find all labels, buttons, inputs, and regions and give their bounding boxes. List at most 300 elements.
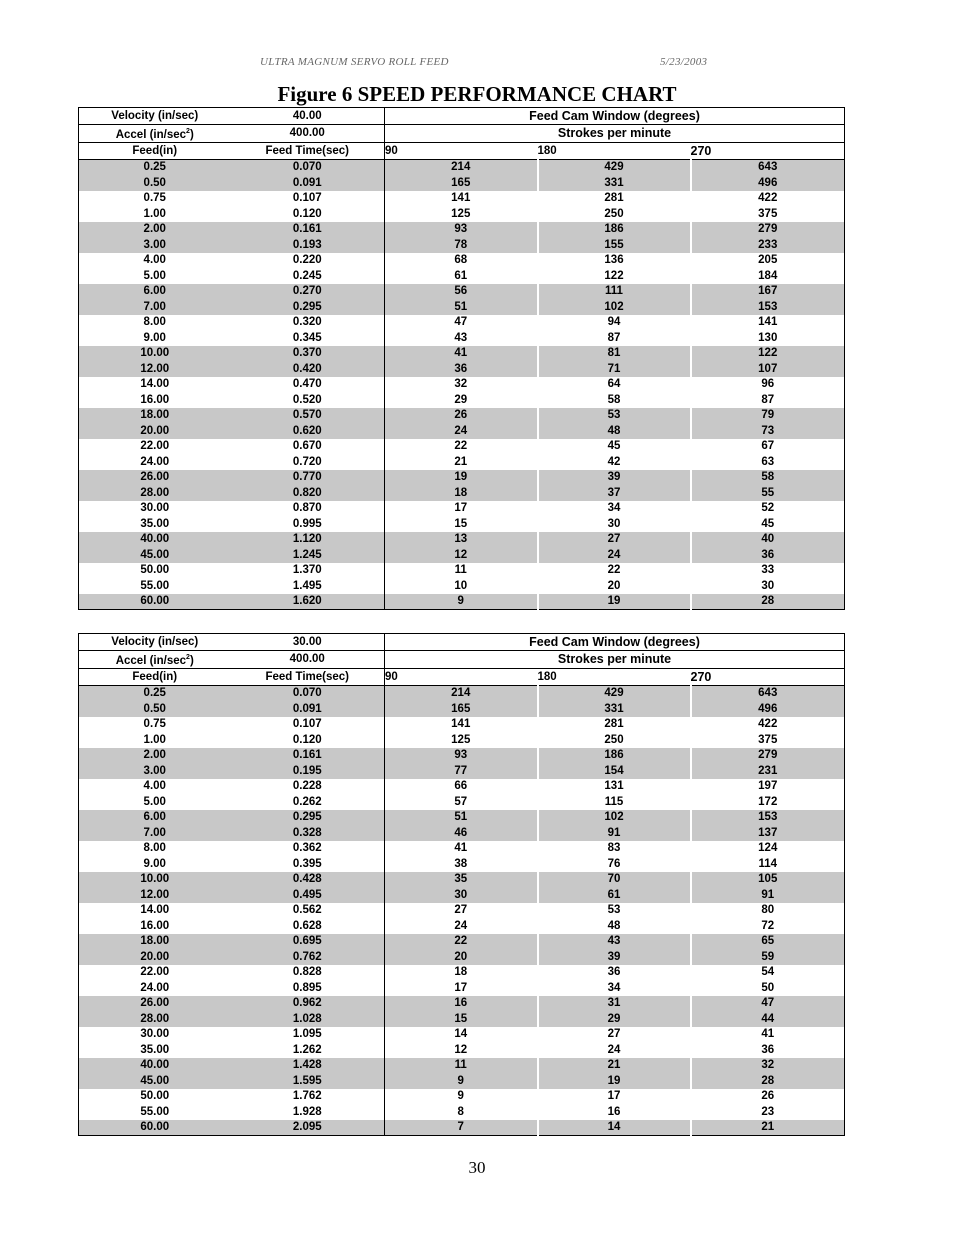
feed-cell: 0.50	[79, 175, 231, 191]
spm-180-cell: 31	[538, 996, 691, 1012]
spm-90-cell: 15	[385, 1011, 538, 1027]
spm-90-cell: 93	[385, 222, 538, 238]
table-row	[79, 1120, 845, 1136]
spm-180-cell: 19	[538, 1073, 691, 1089]
spm-90-cell: 57	[385, 794, 538, 810]
spm-180-cell: 37	[538, 485, 691, 501]
feed-cell: 24.00	[79, 980, 231, 996]
spm-180-cell: 131	[538, 779, 691, 795]
spm-90-cell: 14	[385, 1027, 538, 1043]
spm-90-cell: 56	[385, 284, 538, 300]
table-row	[79, 1104, 845, 1120]
feed-time-cell: 1.928	[231, 1104, 385, 1120]
feed-time-cell: 0.395	[231, 856, 385, 872]
spm-180-cell: 71	[538, 361, 691, 377]
feed-time-cell: 0.370	[231, 346, 385, 362]
feed-cell: 0.25	[79, 159, 231, 175]
feed-cell: 7.00	[79, 825, 231, 841]
feed-time-cell: 0.262	[231, 794, 385, 810]
velocity-value: 30.00	[231, 634, 385, 651]
table-row	[79, 392, 845, 408]
feed-time-cell: 0.870	[231, 501, 385, 517]
feed-cell: 10.00	[79, 872, 231, 888]
spm-90-cell: 125	[385, 732, 538, 748]
spm-180-cell: 24	[538, 547, 691, 563]
feed-time-cell: 0.770	[231, 470, 385, 486]
feed-cell: 26.00	[79, 470, 231, 486]
spm-180-cell: 34	[538, 980, 691, 996]
feed-time-cell: 1.762	[231, 1089, 385, 1105]
spm-90-cell: 24	[385, 918, 538, 934]
feed-time-cell: 0.091	[231, 701, 385, 717]
velocity-value: 40.00	[231, 108, 385, 125]
spm-90-cell: 21	[385, 454, 538, 470]
spm-270-cell: 141	[691, 315, 845, 331]
feed-time-cell: 0.620	[231, 423, 385, 439]
spm-180-cell: 43	[538, 934, 691, 950]
spm-270-cell: 54	[691, 965, 845, 981]
spm-90-cell: 16	[385, 996, 538, 1012]
feed-time-column-header: Feed Time(sec)	[231, 142, 385, 159]
spm-90-cell: 18	[385, 485, 538, 501]
accel-label: Accel $(in/\sec^2)$	[79, 650, 231, 668]
feed-time-cell: 0.070	[231, 685, 385, 701]
table-row	[79, 1027, 845, 1043]
cam-window-label: Feed Cam Window (degrees)	[385, 634, 845, 651]
spm-270-cell: 96	[691, 377, 845, 393]
table-row	[79, 284, 845, 300]
spm-90-cell: 11	[385, 563, 538, 579]
spm-270-cell: 643	[691, 685, 845, 701]
table-row	[79, 594, 845, 610]
feed-cell: 10.00	[79, 346, 231, 362]
feed-time-cell: 0.962	[231, 996, 385, 1012]
spm-270-cell: 279	[691, 222, 845, 238]
table-row	[79, 206, 845, 222]
spm-90-cell: 26	[385, 408, 538, 424]
angle-270-header: 270	[691, 668, 845, 685]
feed-time-cell: 0.428	[231, 872, 385, 888]
table-row	[79, 732, 845, 748]
table-row	[79, 408, 845, 424]
angle-90-header: 90	[385, 142, 538, 159]
spm-180-cell: 27	[538, 1027, 691, 1043]
spm-90-cell: 15	[385, 516, 538, 532]
feed-time-cell: 0.720	[231, 454, 385, 470]
table-row	[79, 763, 845, 779]
performance-table	[78, 633, 845, 1136]
table-row	[79, 1089, 845, 1105]
feed-column-header: Feed(in)	[79, 668, 231, 685]
spm-270-cell: 58	[691, 470, 845, 486]
spm-90-cell: 20	[385, 949, 538, 965]
spm-90-cell: 12	[385, 547, 538, 563]
spm-180-cell: 122	[538, 268, 691, 284]
table-row	[79, 980, 845, 996]
feed-cell: 9.00	[79, 856, 231, 872]
spm-270-cell: 23	[691, 1104, 845, 1120]
spm-180-cell: 331	[538, 701, 691, 717]
table-row	[79, 222, 845, 238]
spm-90-cell: 214	[385, 159, 538, 175]
table-row	[79, 578, 845, 594]
spm-90-cell: 29	[385, 392, 538, 408]
spm-180-cell: 186	[538, 222, 691, 238]
feed-time-cell: 1.245	[231, 547, 385, 563]
spm-270-cell: 279	[691, 748, 845, 764]
feed-cell: 22.00	[79, 439, 231, 455]
feed-cell: 16.00	[79, 392, 231, 408]
table-row	[79, 361, 845, 377]
performance-table	[78, 107, 845, 610]
table-row	[79, 268, 845, 284]
table-row	[79, 794, 845, 810]
spm-90-cell: 13	[385, 532, 538, 548]
spm-90-cell: 24	[385, 423, 538, 439]
spm-90-cell: 43	[385, 330, 538, 346]
spm-180-cell: 250	[538, 206, 691, 222]
spm-90-cell: 36	[385, 361, 538, 377]
spm-270-cell: 55	[691, 485, 845, 501]
feed-cell: 40.00	[79, 532, 231, 548]
feed-cell: 55.00	[79, 578, 231, 594]
feed-cell: 1.00	[79, 732, 231, 748]
velocity-label: Velocity (in/sec)	[79, 634, 231, 651]
feed-cell: 6.00	[79, 810, 231, 826]
spm-90-cell: 141	[385, 717, 538, 733]
spm-180-cell: 16	[538, 1104, 691, 1120]
feed-cell: 0.75	[79, 717, 231, 733]
table-row	[79, 423, 845, 439]
spm-90-cell: 46	[385, 825, 538, 841]
spm-90-cell: 10	[385, 578, 538, 594]
feed-cell: 16.00	[79, 918, 231, 934]
spm-270-cell: 47	[691, 996, 845, 1012]
spm-180-cell: 136	[538, 253, 691, 269]
spm-180-cell: 102	[538, 299, 691, 315]
feed-cell: 9.00	[79, 330, 231, 346]
spm-180-cell: 17	[538, 1089, 691, 1105]
spm-270-cell: 32	[691, 1058, 845, 1074]
spm-180-cell: 48	[538, 918, 691, 934]
spm-180-cell: 53	[538, 903, 691, 919]
feed-cell: 14.00	[79, 903, 231, 919]
table-row	[79, 191, 845, 207]
angle-90-header: 90	[385, 668, 538, 685]
feed-cell: 26.00	[79, 996, 231, 1012]
spm-270-cell: 79	[691, 408, 845, 424]
spm-270-cell: 496	[691, 701, 845, 717]
feed-cell: 22.00	[79, 965, 231, 981]
feed-time-cell: 0.562	[231, 903, 385, 919]
spm-90-cell: 19	[385, 470, 538, 486]
table-row	[79, 1042, 845, 1058]
spm-90-cell: 93	[385, 748, 538, 764]
feed-time-cell: 0.070	[231, 159, 385, 175]
feed-cell: 3.00	[79, 763, 231, 779]
spm-270-cell: 65	[691, 934, 845, 950]
spm-180-cell: 20	[538, 578, 691, 594]
feed-time-cell: 0.270	[231, 284, 385, 300]
spm-270-cell: 21	[691, 1120, 845, 1136]
feed-cell: 20.00	[79, 949, 231, 965]
table-row	[79, 934, 845, 950]
spm-270-cell: 36	[691, 547, 845, 563]
feed-time-cell: 0.320	[231, 315, 385, 331]
feed-cell: 30.00	[79, 501, 231, 517]
table-row	[79, 748, 845, 764]
feed-time-cell: 0.195	[231, 763, 385, 779]
angle-180-header: 180	[538, 142, 691, 159]
spm-270-cell: 72	[691, 918, 845, 934]
feed-time-cell: 0.228	[231, 779, 385, 795]
document-header-title: ULTRA MAGNUM SERVO ROLL FEED	[260, 56, 449, 68]
feed-time-cell: 0.820	[231, 485, 385, 501]
feed-time-cell: 0.295	[231, 810, 385, 826]
table-row	[79, 377, 845, 393]
spm-90-cell: 61	[385, 268, 538, 284]
spm-180-cell: 48	[538, 423, 691, 439]
spm-270-cell: 67	[691, 439, 845, 455]
spm-180-cell: 42	[538, 454, 691, 470]
accel-label: Accel $(in/\sec^2)$	[79, 124, 231, 142]
spm-180-cell: 24	[538, 1042, 691, 1058]
feed-cell: 45.00	[79, 1073, 231, 1089]
figure-title: Figure 6 SPEED PERFORMANCE CHART	[277, 82, 677, 106]
feed-cell: 20.00	[79, 423, 231, 439]
feed-time-cell: 0.295	[231, 299, 385, 315]
feed-column-header: Feed(in)	[79, 142, 231, 159]
angle-270-header: 270	[691, 142, 845, 159]
spm-90-cell: 9	[385, 1073, 538, 1089]
spm-180-cell: 14	[538, 1120, 691, 1136]
spm-180-cell: 34	[538, 501, 691, 517]
feed-cell: 28.00	[79, 485, 231, 501]
spm-270-cell: 422	[691, 717, 845, 733]
feed-time-cell: 0.495	[231, 887, 385, 903]
table-row	[79, 454, 845, 470]
spm-180-cell: 250	[538, 732, 691, 748]
spm-270-cell: 643	[691, 159, 845, 175]
accel-value: 400.00	[231, 650, 385, 668]
spm-90-cell: 22	[385, 439, 538, 455]
spm-180-cell: 36	[538, 965, 691, 981]
feed-cell: 14.00	[79, 377, 231, 393]
table-row	[79, 856, 845, 872]
spm-180-cell: 22	[538, 563, 691, 579]
feed-time-cell: 0.161	[231, 222, 385, 238]
feed-cell: 30.00	[79, 1027, 231, 1043]
spm-90-cell: 17	[385, 980, 538, 996]
feed-time-cell: 0.193	[231, 237, 385, 253]
table-row	[79, 346, 845, 362]
spm-90-cell: 51	[385, 299, 538, 315]
spm-180-cell: 39	[538, 470, 691, 486]
feed-cell: 0.75	[79, 191, 231, 207]
spm-90-cell: 125	[385, 206, 538, 222]
spm-270-cell: 40	[691, 532, 845, 548]
table-row	[79, 685, 845, 701]
table-row	[79, 159, 845, 175]
table-row	[79, 996, 845, 1012]
feed-cell: 4.00	[79, 779, 231, 795]
spm-270-cell: 153	[691, 299, 845, 315]
spm-270-cell: 124	[691, 841, 845, 857]
spm-90-cell: 214	[385, 685, 538, 701]
spm-270-cell: 130	[691, 330, 845, 346]
spm-90-cell: 47	[385, 315, 538, 331]
table-row	[79, 330, 845, 346]
spm-90-cell: 165	[385, 701, 538, 717]
table-row	[79, 779, 845, 795]
table-row	[79, 501, 845, 517]
spm-90-cell: 78	[385, 237, 538, 253]
feed-time-cell: 0.328	[231, 825, 385, 841]
feed-cell: 60.00	[79, 594, 231, 610]
spm-270-cell: 375	[691, 732, 845, 748]
table-row	[79, 237, 845, 253]
feed-cell: 35.00	[79, 516, 231, 532]
feed-cell: 5.00	[79, 268, 231, 284]
spm-270-cell: 114	[691, 856, 845, 872]
spm-180-cell: 21	[538, 1058, 691, 1074]
spm-90-cell: 22	[385, 934, 538, 950]
spm-270-cell: 80	[691, 903, 845, 919]
table-row	[79, 1058, 845, 1074]
feed-time-cell: 0.895	[231, 980, 385, 996]
feed-cell: 6.00	[79, 284, 231, 300]
table-row	[79, 547, 845, 563]
table-row	[79, 253, 845, 269]
speed-table-40	[78, 107, 844, 610]
feed-cell: 40.00	[79, 1058, 231, 1074]
table-row	[79, 887, 845, 903]
spm-90-cell: 27	[385, 903, 538, 919]
spm-270-cell: 107	[691, 361, 845, 377]
feed-cell: 0.25	[79, 685, 231, 701]
spm-180-cell: 76	[538, 856, 691, 872]
spm-270-cell: 44	[691, 1011, 845, 1027]
feed-cell: 5.00	[79, 794, 231, 810]
spm-270-cell: 167	[691, 284, 845, 300]
spm-90-cell: 18	[385, 965, 538, 981]
spm-180-cell: 27	[538, 532, 691, 548]
feed-cell: 35.00	[79, 1042, 231, 1058]
spm-180-cell: 429	[538, 159, 691, 175]
spm-270-cell: 87	[691, 392, 845, 408]
spm-180-cell: 19	[538, 594, 691, 610]
spm-90-cell: 38	[385, 856, 538, 872]
spm-270-cell: 105	[691, 872, 845, 888]
spm-90-cell: 30	[385, 887, 538, 903]
spm-180-cell: 29	[538, 1011, 691, 1027]
spm-90-cell: 35	[385, 872, 538, 888]
spm-270-cell: 137	[691, 825, 845, 841]
feed-time-cell: 1.370	[231, 563, 385, 579]
spm-270-cell: 375	[691, 206, 845, 222]
table-row	[79, 470, 845, 486]
spm-180-cell: 64	[538, 377, 691, 393]
feed-time-cell: 0.345	[231, 330, 385, 346]
spm-180-cell: 87	[538, 330, 691, 346]
spm-270-cell: 422	[691, 191, 845, 207]
spm-270-cell: 63	[691, 454, 845, 470]
spm-270-cell: 197	[691, 779, 845, 795]
spm-90-cell: 11	[385, 1058, 538, 1074]
spm-180-cell: 45	[538, 439, 691, 455]
feed-time-cell: 0.470	[231, 377, 385, 393]
spm-180-cell: 58	[538, 392, 691, 408]
table-row	[79, 717, 845, 733]
spm-90-cell: 8	[385, 1104, 538, 1120]
spm-180-cell: 53	[538, 408, 691, 424]
speed-table-30	[78, 633, 844, 1136]
spm-180-cell: 30	[538, 516, 691, 532]
spm-90-cell: 51	[385, 810, 538, 826]
feed-time-cell: 0.628	[231, 918, 385, 934]
angle-180-header: 180	[538, 668, 691, 685]
spm-90-cell: 17	[385, 501, 538, 517]
spm-270-cell: 153	[691, 810, 845, 826]
feed-time-cell: 0.120	[231, 732, 385, 748]
spm-180-cell: 115	[538, 794, 691, 810]
spm-90-cell: 9	[385, 594, 538, 610]
feed-cell: 24.00	[79, 454, 231, 470]
accel-value: 400.00	[231, 124, 385, 142]
spm-270-cell: 33	[691, 563, 845, 579]
feed-cell: 1.00	[79, 206, 231, 222]
spm-90-cell: 9	[385, 1089, 538, 1105]
spm-270-cell: 59	[691, 949, 845, 965]
table-row	[79, 903, 845, 919]
table-row	[79, 175, 845, 191]
feed-time-cell: 0.695	[231, 934, 385, 950]
feed-cell: 55.00	[79, 1104, 231, 1120]
feed-cell: 28.00	[79, 1011, 231, 1027]
spm-270-cell: 184	[691, 268, 845, 284]
spm-270-cell: 28	[691, 1073, 845, 1089]
spm-90-cell: 68	[385, 253, 538, 269]
spm-270-cell: 122	[691, 346, 845, 362]
spm-270-cell: 28	[691, 594, 845, 610]
strokes-per-minute-label: Strokes per minute	[385, 650, 845, 668]
spm-90-cell: 12	[385, 1042, 538, 1058]
spm-90-cell: 32	[385, 377, 538, 393]
table-row	[79, 439, 845, 455]
feed-time-cell: 1.620	[231, 594, 385, 610]
feed-time-cell: 0.995	[231, 516, 385, 532]
table-row	[79, 918, 845, 934]
feed-cell: 50.00	[79, 563, 231, 579]
spm-180-cell: 81	[538, 346, 691, 362]
spm-180-cell: 39	[538, 949, 691, 965]
spm-180-cell: 155	[538, 237, 691, 253]
table-row	[79, 516, 845, 532]
feed-time-cell: 2.095	[231, 1120, 385, 1136]
table-row	[79, 872, 845, 888]
spm-90-cell: 141	[385, 191, 538, 207]
feed-cell: 12.00	[79, 887, 231, 903]
feed-cell: 18.00	[79, 408, 231, 424]
spm-270-cell: 172	[691, 794, 845, 810]
spm-180-cell: 331	[538, 175, 691, 191]
table-row	[79, 701, 845, 717]
feed-time-cell: 0.107	[231, 191, 385, 207]
feed-time-cell: 0.570	[231, 408, 385, 424]
table-row	[79, 1011, 845, 1027]
spm-90-cell: 7	[385, 1120, 538, 1136]
spm-90-cell: 41	[385, 346, 538, 362]
